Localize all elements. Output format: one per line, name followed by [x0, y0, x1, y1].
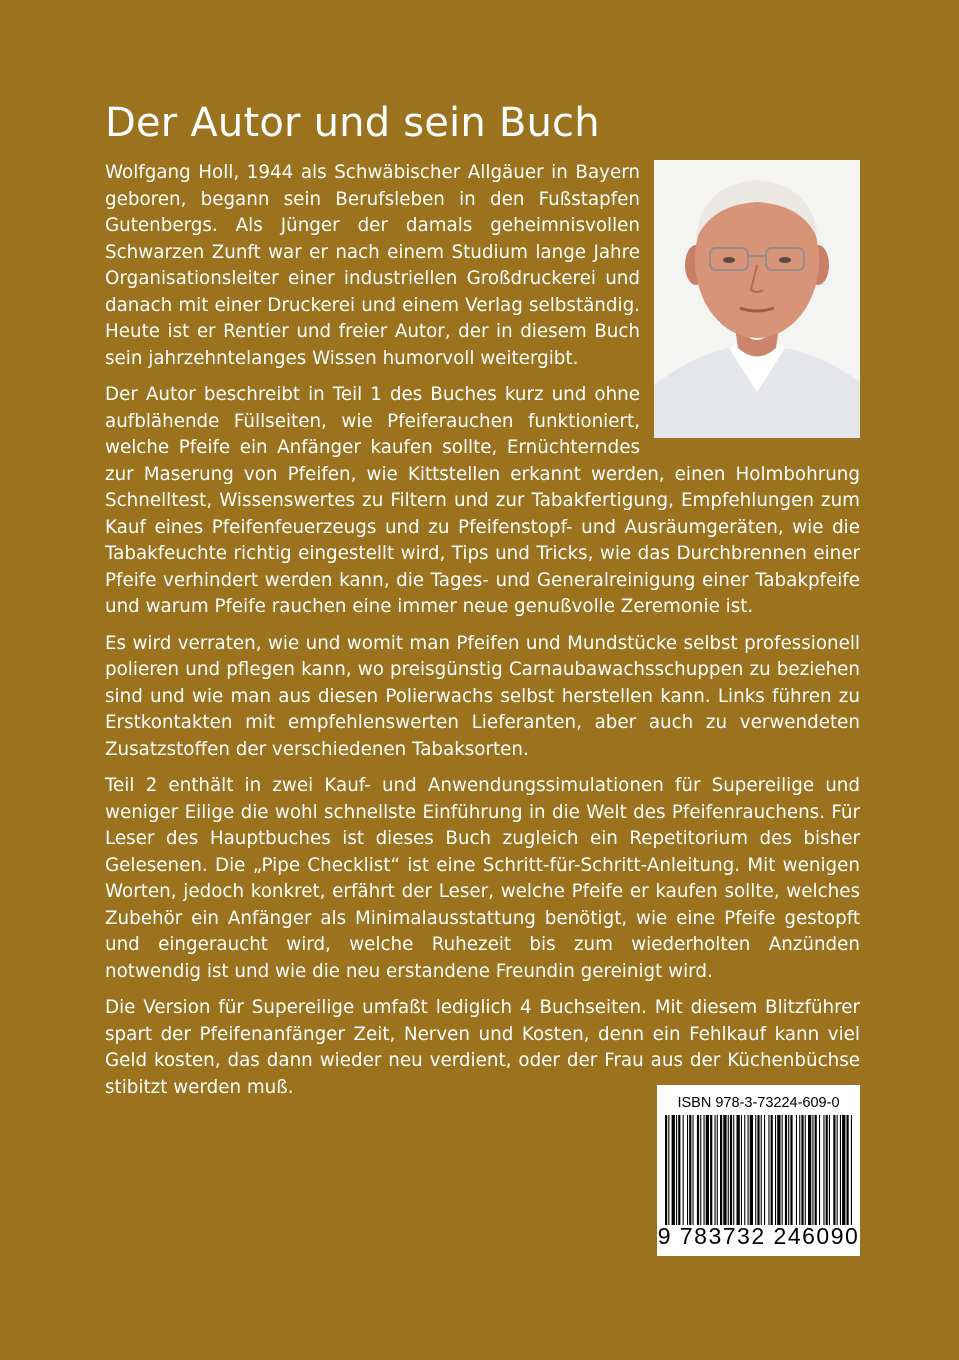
author-photo — [654, 160, 860, 438]
barcode-bar — [689, 1115, 691, 1225]
paragraph-part-one: Der Autor beschreibt in Teil 1 des Buches kurz und ohne aufblähende Füllseiten, wie Pfeiferauchen funktioniert, welche Pfeife ein Anfänger kaufen sollte, Ernüchterndes zur Maserung von Pfeifen, wie Kittstellen erkannt werden, einen Holmbohrung Schnelltest, Wissenswertes zu Filtern und zur Tabakfertigung, Empfehlungen zum Kauf eines Pfeifenfeuerzeugs und zu Pfeifenstopf- und Ausräumgeräten, wie die Tabakfeuchte richtig eingestellt wird, Tips und Tricks, wie das Durchbrennen einer Pfeife verhindert werden kann, die Tages- und Generalreinigung einer Tabakpfeife und warum Pfeife rauchen eine immer neue genußvolle Zeremonie ist. — [105, 384, 860, 617]
barcode-bar — [748, 1115, 749, 1225]
barcode-bar — [733, 1115, 734, 1225]
barcode-bar — [710, 1115, 712, 1225]
barcode-bar — [700, 1115, 701, 1225]
barcode-bar — [805, 1115, 806, 1225]
barcode-bar — [717, 1115, 718, 1225]
paragraph-part-two: Teil 2 enthält in zwei Kauf- und Anwendungssimulationen für Supereilige und weniger Eilige die wohl schnellste Einführung in die Welt des Pfeifenrauchens. Für Leser des Hauptbuches ist dieses Buch zugleich ein Repetitorium des bisher Gelesenen. Die „Pipe Checklist“ ist eine Schritt-für-Schritt-Anleitung. Mit wenigen Worten, jedoch konkret, erfährt der Leser, welche Pfeife er kaufen sollte, welches Zubehör ein Anfänger als Minimalausstattung benötigt, wie eine Pfeife gestopft und eingeraucht wird, welche Ruhezeit bis zum wiederholten Anzünden notwendig ist und wie die neu erstandene Freundin gereinigt wird. — [105, 775, 860, 982]
barcode-bar — [777, 1115, 780, 1225]
paragraph-author-bio: Wolfgang Holl, 1944 als Schwäbischer Allgäuer in Bayern geboren, begann sein Berufsleben in den Fußstapfen Gutenbergs. Als Jünger der damals geheimnisvollen Schwarzen Zunft war er nach einem Studium lange Jahre Organisationsleiter einer industriellen Großdruckerei und danach mit einer Druckerei und einem Verlag selbständig. Heute ist er Rentier und freier Autor, der in diesem Buch sein jahrzehntelanges Wissen humorvoll weitergibt. — [105, 162, 640, 369]
barcode-bar — [704, 1115, 705, 1225]
barcode-bar — [837, 1115, 838, 1225]
barcode-bar — [741, 1115, 742, 1225]
barcode-bar — [728, 1115, 729, 1225]
barcode-bar — [744, 1115, 745, 1225]
barcode-bar — [720, 1115, 722, 1225]
barcode-bar — [812, 1115, 813, 1225]
barcode-bar — [755, 1115, 756, 1225]
barcode-bar — [847, 1115, 849, 1225]
barcode-bar — [851, 1115, 852, 1225]
barcode-bar — [782, 1115, 783, 1225]
barcode-bar — [706, 1115, 709, 1225]
barcode-bar — [672, 1115, 675, 1225]
body-text — [105, 160, 860, 1111]
barcode-bar — [799, 1115, 800, 1225]
ean-digits: 9 783732 246090 — [657, 1223, 860, 1249]
barcode-bar — [737, 1115, 740, 1225]
barcode-bar — [761, 1115, 762, 1225]
barcode-bar — [842, 1115, 845, 1225]
barcode-bar — [715, 1115, 716, 1225]
page-title: Der Autor und sein Buch — [105, 100, 600, 146]
barcode-bar — [808, 1115, 811, 1225]
barcode-bar — [693, 1115, 694, 1225]
barcode-bar — [687, 1115, 688, 1225]
paragraph-express-version: Die Version für Supereilige umfaßt lediglich 4 Buchseiten. Mit diesem Blitzführer spart der Pfeifenanfänger Zeit, Nerven und Kosten, denn ein Fehlkauf kann viel Geld kosten, das dann wieder neu verdient, oder der Frau aus der Küchenbüchse stibitzt werden muß. — [105, 997, 860, 1098]
barcode-bar — [790, 1115, 792, 1225]
barcode-bar — [768, 1115, 769, 1225]
barcode-bar — [819, 1115, 820, 1225]
barcode-bar — [775, 1115, 776, 1225]
barcode-bar — [771, 1115, 773, 1225]
barcode-bar — [833, 1115, 835, 1225]
barcode-bar — [665, 1115, 667, 1225]
barcode-bars — [665, 1115, 852, 1225]
barcode-bar — [829, 1115, 830, 1225]
barcode-bar — [723, 1115, 726, 1225]
barcode-bar — [676, 1115, 677, 1225]
barcode-bar — [801, 1115, 803, 1225]
barcode-bar — [678, 1115, 680, 1225]
barcode-bar — [668, 1115, 669, 1225]
paragraph-polishing: Es wird verraten, wie und womit man Pfeifen und Mundstücke selbst professionell polieren und pflegen kann, wo preisgünstig Carnaubawachsschuppen zu beziehen sind und wie man aus diesen Polierwachs selbst herstellen kann. Links führen zu Erstkontakten mit empfehlenswerten Lieferanten, aber auch zu verwendeten Zusatzstoffen der verschiedenen Tabaksorten. — [105, 632, 860, 760]
isbn-label: ISBN 978-3-73224-609-0 — [677, 1095, 840, 1111]
isbn-barcode — [657, 1085, 860, 1256]
barcode-bar — [823, 1115, 824, 1225]
barcode-bar — [785, 1115, 787, 1225]
barcode-bar — [730, 1115, 732, 1225]
barcode-bar — [683, 1115, 684, 1225]
barcode-bar — [826, 1115, 828, 1225]
barcode-bar — [815, 1115, 817, 1225]
barcode-bar — [757, 1115, 759, 1225]
barcode-bar — [764, 1115, 765, 1225]
barcode-bar — [840, 1115, 841, 1225]
barcode-bar — [796, 1115, 797, 1225]
barcode-bar — [788, 1115, 789, 1225]
barcode-bar — [697, 1115, 699, 1225]
barcode-bar — [750, 1115, 753, 1225]
